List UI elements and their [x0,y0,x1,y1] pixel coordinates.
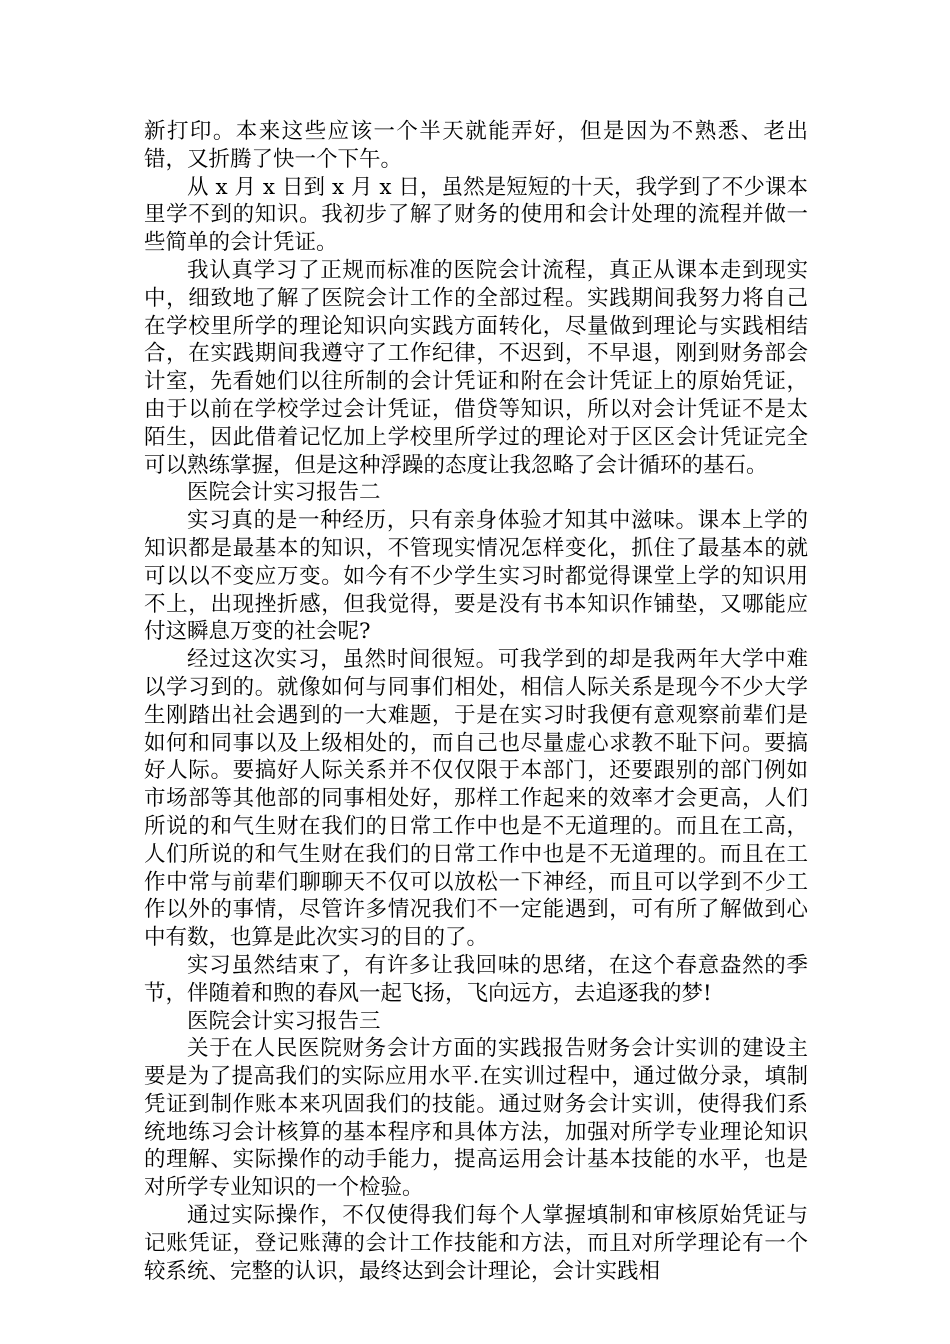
document-page [144,118,808,1285]
paragraph-experience: 实习真的是一种经历，只有亲身体验才知其中滋味。课本上学的知识都是最基本的知识，不管现实情况怎样变化，抓住了最基本的就可以以不变应万变。如今有不少学生实习时都觉得课堂上学的知识用不上，出现挫折感，但我觉得，要是没有书本知识作铺垫，又哪能应付这瞬息万变的社会呢? [144,508,808,645]
section-heading-report-three: 医院会计实习报告三 [187,1008,381,1034]
section-heading-report-two: 医院会计实习报告二 [187,480,381,506]
paragraph-hospital-accounting-process: 我认真学习了正规而标准的医院会计流程，真正从课本走到现实中，细致地了解了医院会计工作的全部过程。实践期间我努力将自己在学校里所学的理论知识向实践方面转化，尽量做到理论与实践相结合，在实践期间我遵守了工作纪律，不迟到，不早退，刚到财务部会计室，先看她们以往所制的会计凭证和附在会计凭证上的原始凭证，由于以前在学校学过会计凭证，借贷等知识，所以对会计凭证不是太陌生，因此借着记忆加上学校里所学过的理论对于区区会计凭证完全可以熟练掌握，但是这种浮躁的态度让我忽略了会计循环的基石。 [144,257,808,478]
paragraph-practical-operation: 通过实际操作，不仅使得我们每个人掌握填制和审核原始凭证与记账凭证，登记账薄的会计工作技能和方法，而且对所学理论有一个较系统、完整的认识，最终达到会计理论，会计实践相 [144,1203,808,1284]
paragraph-conclusion: 实习虽然结束了，有许多让我回味的思绪，在这个春意盎然的季节，伴随着和煦的春风一起飞扬，飞向远方，去追逐我的梦! [144,952,808,1006]
paragraph-training-purpose: 关于在人民医院财务会计方面的实践报告财务会计实训的建设主要是为了提高我们的实际应用水平.在实训过程中，通过做分录，填制凭证到制作账本来巩固我们的技能。通过财务会计实训，使得我们系统地练习会计核算的基本程序和具体方法，加强对所学专业理论知识的理解、实际操作的动手能力，提高运用会计基本技能的水平，也是对所学专业知识的一个检验。 [144,1036,808,1201]
paragraph-internship-period: 从 x 月 x 日到 x 月 x 日，虽然是短短的十天，我学到了不少课本里学不到的知识。我初步了解了财务的使用和会计处理的流程并做一些简单的会计凭证。 [144,174,808,256]
paragraph-interpersonal: 经过这次实习，虽然时间很短。可我学到的却是我两年大学中难以学习到的。就像如何与同事们相处，相信人际关系是现今不少大学生刚踏出社会遇到的一大难题，于是在实习时我便有意观察前辈们是如何和同事以及上级相处的，而自己也尽量虚心求教不耻下问。要搞好人际。要搞好人际关系并不仅仅限于本部门，还要跟别的部门例如市场部等其他部的同事相处好，那样工作起来的效率才会更高，人们所说的和气生财在我们的日常工作中也是不无道理的。而且在工高，人们所说的和气生财在我们的日常工作中也是不无道理的。而且在工作中常与前辈们聊聊天不仅可以放松一下神经，而且可以学到不少工作以外的事情，尽管许多情况我们不一定能遇到，可有所了解做到心中有数，也算是此次实习的目的了。 [144,647,808,951]
paragraph-continuation: 新打印。本来这些应该一个半天就能弄好，但是因为不熟悉、老出错，又折腾了快一个下午。 [144,119,808,172]
